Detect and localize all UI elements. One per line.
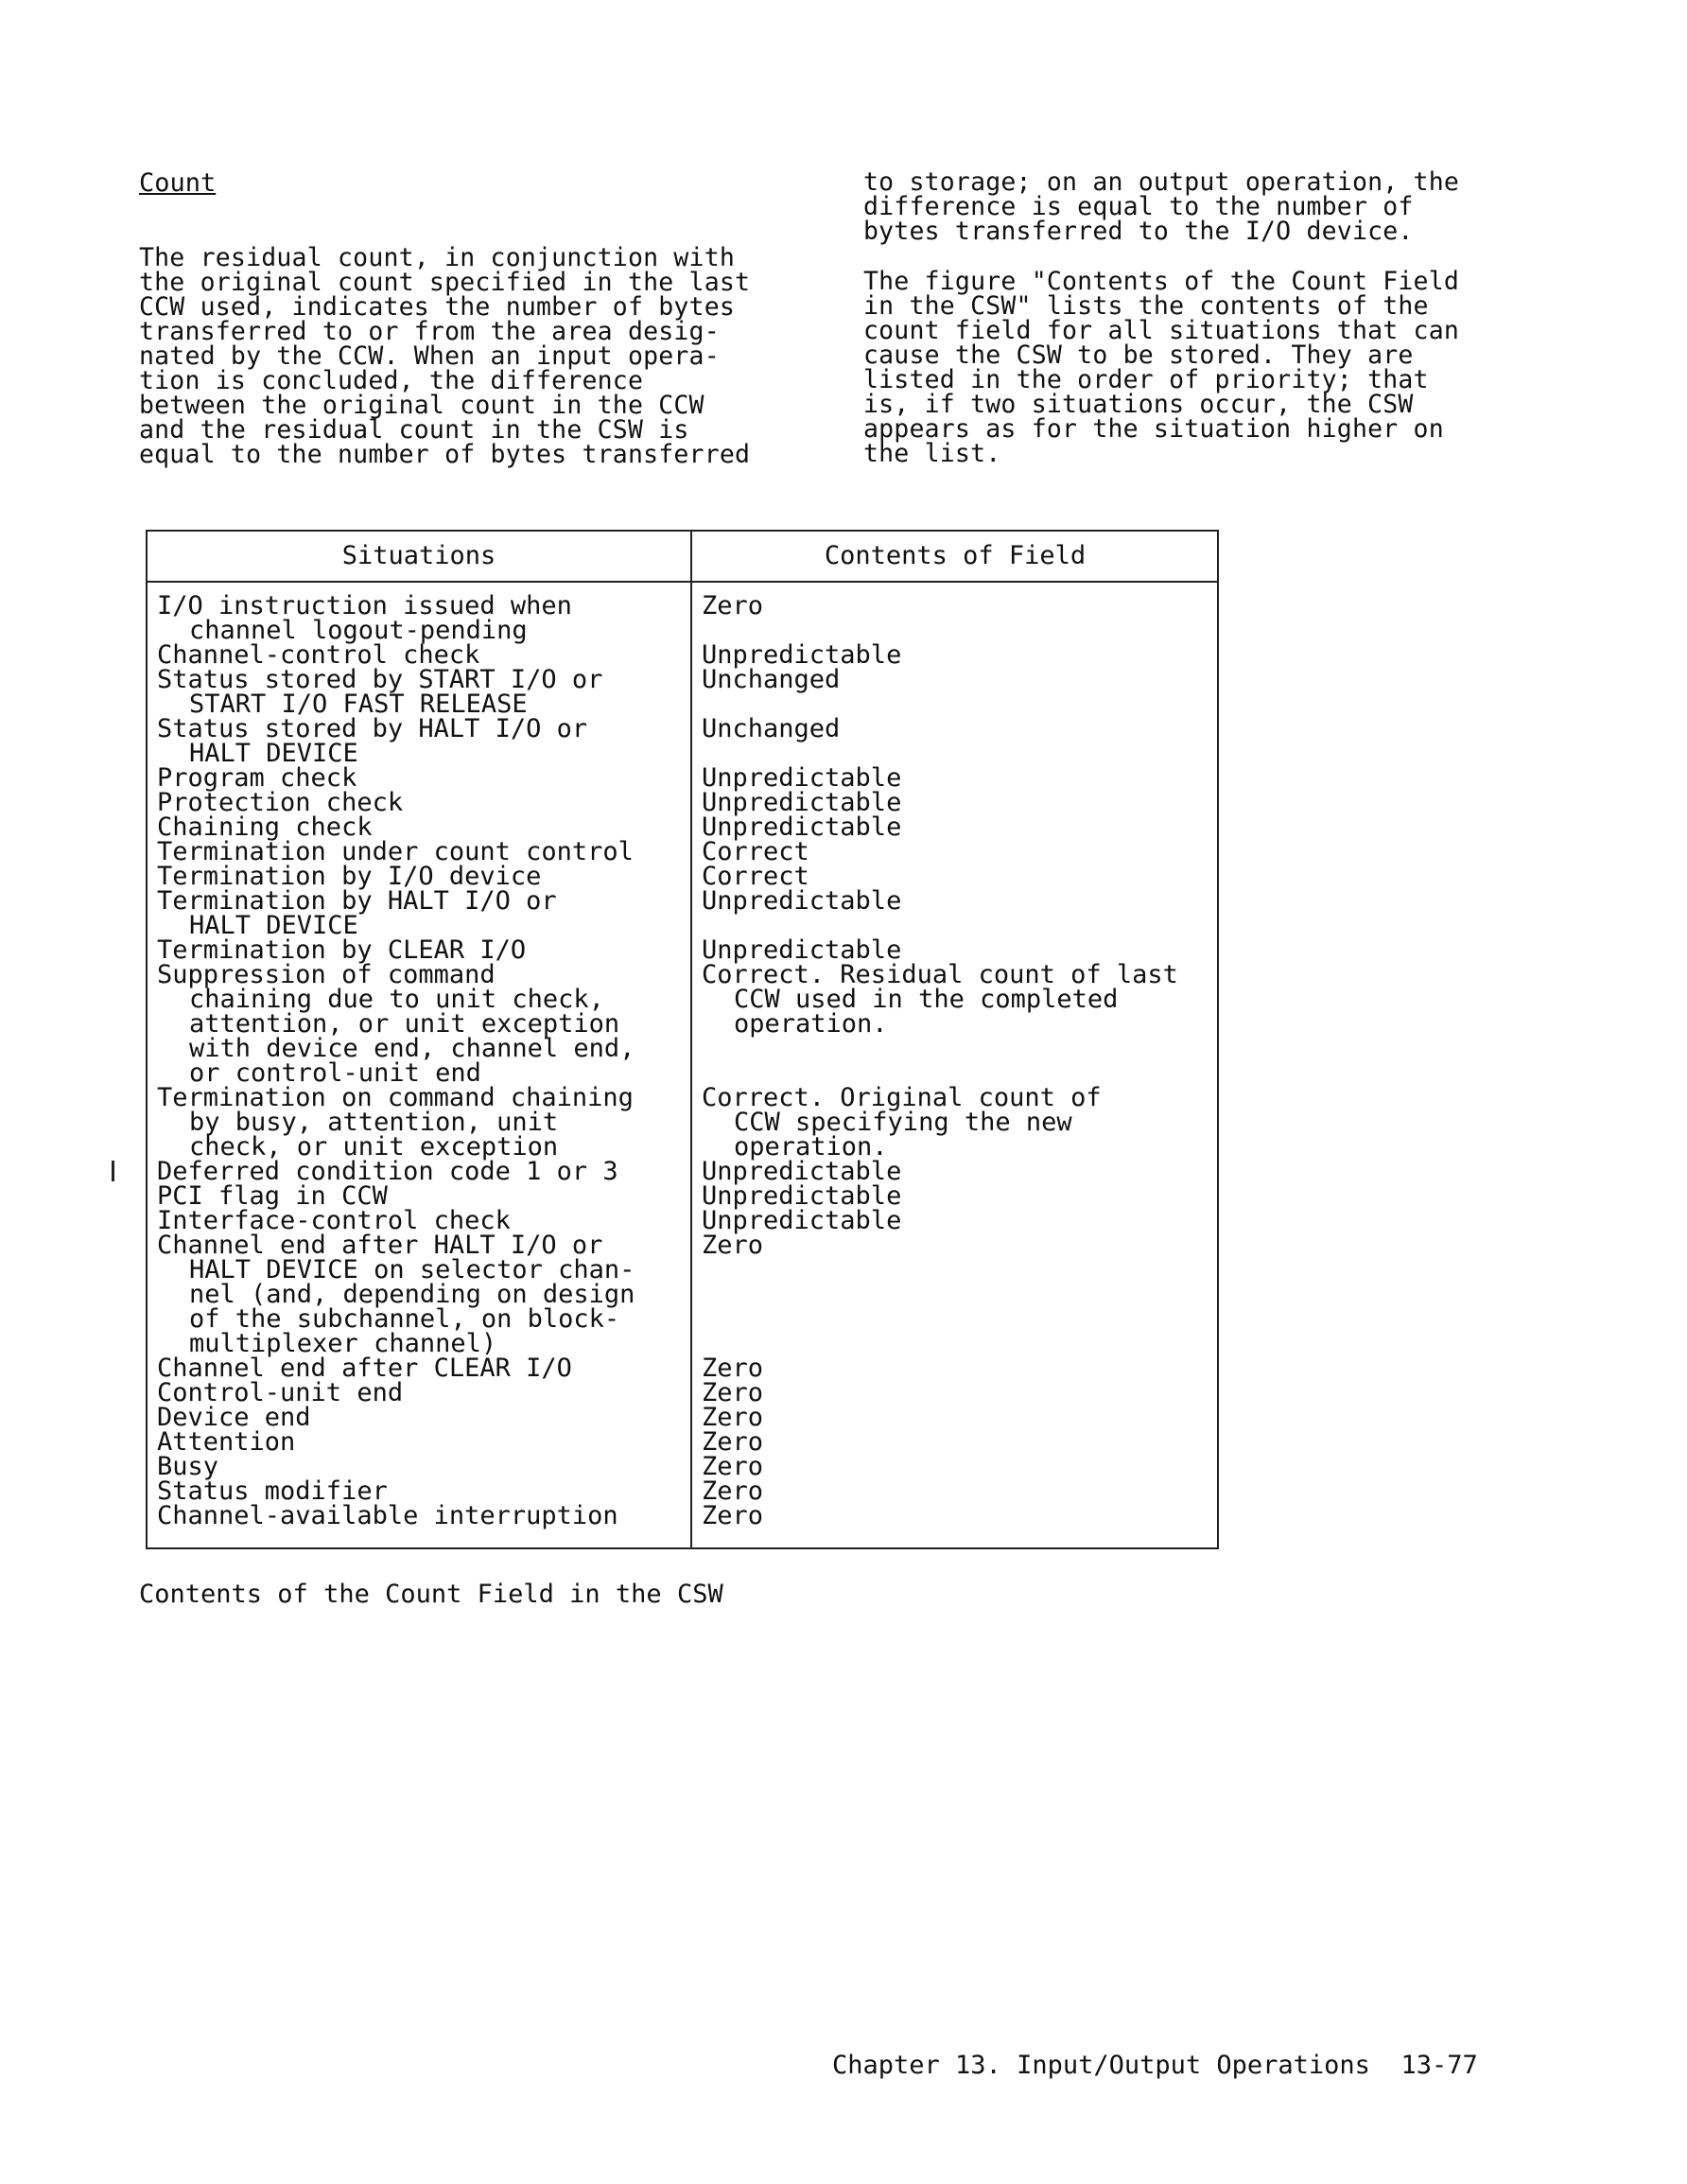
situation-line: Channel end after HALT I/O or: [157, 1231, 603, 1260]
paragraph-line: the original count specified in the last: [139, 268, 751, 297]
situation-line: Suppression of command: [157, 960, 496, 989]
paragraph-line: The figure "Contents of the Count Field: [863, 267, 1460, 296]
paragraph-line: difference is equal to the number of: [863, 192, 1414, 221]
situation-line: Chaining check: [157, 812, 373, 842]
situation-line: multiplexer channel): [189, 1329, 497, 1358]
contents-line: Unpredictable: [702, 1157, 902, 1186]
situation-line: Protection check: [157, 788, 404, 817]
situation-line: check, or unit exception: [189, 1132, 559, 1162]
situation-line: with device end, channel end,: [189, 1034, 635, 1063]
situation-line: HALT DEVICE: [189, 911, 358, 940]
situation-line: Channel-control check: [157, 640, 480, 670]
situation-line: Attention: [157, 1427, 296, 1457]
contents-line: CCW used in the completed: [734, 985, 1119, 1014]
contents-line: Zero: [702, 1501, 764, 1530]
situation-line: Deferred condition code 1 or 3: [157, 1157, 618, 1186]
contents-line: Zero: [702, 1476, 764, 1506]
situation-line: Termination by I/O device: [157, 862, 542, 891]
paragraph-line: equal to the number of bytes transferred: [139, 440, 751, 469]
contents-line: Zero: [702, 591, 764, 620]
contents-line: Unpredictable: [702, 812, 902, 842]
situation-line: Status stored by START I/O or: [157, 665, 603, 694]
situation-line: Busy: [157, 1452, 219, 1481]
contents-line: Zero: [702, 1452, 764, 1481]
situation-line: START I/O FAST RELEASE: [189, 690, 528, 719]
contents-line: Correct. Residual count of last: [702, 960, 1178, 989]
situations-column: [157, 591, 687, 1530]
situation-line: Status modifier: [157, 1476, 388, 1506]
contents-line: Unpredictable: [702, 1181, 902, 1211]
paragraph-line: nated by the CCW. When an input opera-: [139, 341, 720, 371]
contents-line: Correct. Original count of: [702, 1083, 1102, 1112]
situation-line: HALT DEVICE: [189, 739, 358, 768]
paragraph-line: in the CSW" lists the contents of the: [863, 291, 1429, 321]
contents-line: Zero: [702, 1231, 764, 1260]
situation-line: attention, or unit exception: [189, 1009, 620, 1039]
table-header-divider: [148, 581, 1217, 583]
count-field-table: [146, 530, 1219, 1549]
page-footer: Chapter 13. Input/Output Operations 13-77: [832, 2051, 1478, 2080]
contents-line: CCW specifying the new: [734, 1108, 1072, 1137]
situation-line: Termination under count control: [157, 837, 634, 866]
paragraph-line: tion is concluded, the difference: [139, 366, 644, 395]
situation-line: of the subchannel, on block-: [189, 1304, 620, 1334]
contents-line: Unchanged: [702, 665, 841, 694]
paragraph-line: bytes transferred to the I/O device.: [863, 217, 1414, 246]
situation-line: Status stored by HALT I/O or: [157, 714, 588, 743]
situation-line: HALT DEVICE on selector chan-: [189, 1255, 635, 1284]
situation-line: Termination by HALT I/O or: [157, 886, 557, 916]
revision-change-bar: [112, 1161, 114, 1181]
paragraph-line: listed in the order of priority; that: [863, 365, 1429, 394]
paragraph-line: appears as for the situation higher on: [863, 414, 1444, 444]
right-column-paragraph-1: [863, 167, 1525, 246]
right-column-paragraph-2: [863, 267, 1525, 468]
paragraph-line: The residual count, in conjunction with: [139, 243, 736, 272]
contents-line: Unpredictable: [702, 935, 902, 965]
paragraph-line: transferred to or from the area desig-: [139, 317, 720, 346]
contents-line: [702, 1283, 1217, 1307]
situation-line: Channel-available interruption: [157, 1501, 618, 1530]
paragraph-line: cause the CSW to be stored. They are: [863, 341, 1414, 370]
contents-line: Unpredictable: [702, 1206, 902, 1235]
situation-line: Interface-control check: [157, 1206, 511, 1235]
table-column-divider: [690, 532, 692, 1547]
section-heading: Count: [139, 168, 217, 198]
contents-line: [702, 1332, 1217, 1356]
situation-line: Termination by CLEAR I/O: [157, 935, 527, 965]
contents-line: [702, 1307, 1217, 1332]
contents-column: [702, 591, 1217, 1530]
contents-line: Zero: [702, 1378, 764, 1407]
situation-line: nel (and, depending on design: [189, 1280, 635, 1309]
contents-line: operation.: [734, 1009, 888, 1039]
contents-line: Unchanged: [702, 714, 841, 743]
contents-line: Zero: [702, 1403, 764, 1432]
left-column-paragraph: [139, 243, 801, 469]
contents-line: Unpredictable: [702, 763, 902, 793]
situation-line: Control-unit end: [157, 1378, 404, 1407]
paragraph-line: to storage; on an output operation, the: [863, 167, 1460, 197]
figure-caption: Contents of the Count Field in the CSW: [139, 1580, 723, 1609]
situation-line: by busy, attention, unit: [189, 1108, 559, 1137]
situation-line: PCI flag in CCW: [157, 1181, 388, 1211]
contents-line: [702, 1037, 1217, 1061]
situation-line: Program check: [157, 763, 357, 793]
contents-line: Correct: [702, 862, 809, 891]
contents-line: Unpredictable: [702, 640, 902, 670]
paragraph-line: and the residual count in the CSW is: [139, 415, 689, 445]
header-contents-of-field: Contents of Field: [824, 541, 1087, 570]
contents-line: Unpredictable: [702, 886, 902, 916]
paragraph-line: CCW used, indicates the number of bytes: [139, 292, 736, 322]
paragraph-line: count field for all situations that can: [863, 316, 1460, 345]
paragraph-line: the list.: [863, 439, 1001, 468]
situation-line: Channel end after CLEAR I/O: [157, 1354, 572, 1383]
paragraph-line: between the original count in the CCW: [139, 391, 704, 420]
header-situations: Situations: [341, 541, 496, 570]
situation-line: chaining due to unit check,: [189, 985, 604, 1014]
contents-line: Correct: [702, 837, 809, 866]
situation-line: channel logout-pending: [189, 616, 528, 645]
situation-line: I/O instruction issued when: [157, 591, 572, 620]
contents-line: Zero: [702, 1354, 764, 1383]
contents-line: [702, 1258, 1217, 1283]
contents-line: Unpredictable: [702, 788, 902, 817]
situation-line: or control-unit end: [189, 1058, 481, 1088]
contents-line: Zero: [702, 1427, 764, 1457]
contents-line: operation.: [734, 1132, 888, 1162]
paragraph-line: is, if two situations occur, the CSW: [863, 390, 1414, 419]
situation-line: Termination on command chaining: [157, 1083, 634, 1112]
situation-line: Device end: [157, 1403, 311, 1432]
